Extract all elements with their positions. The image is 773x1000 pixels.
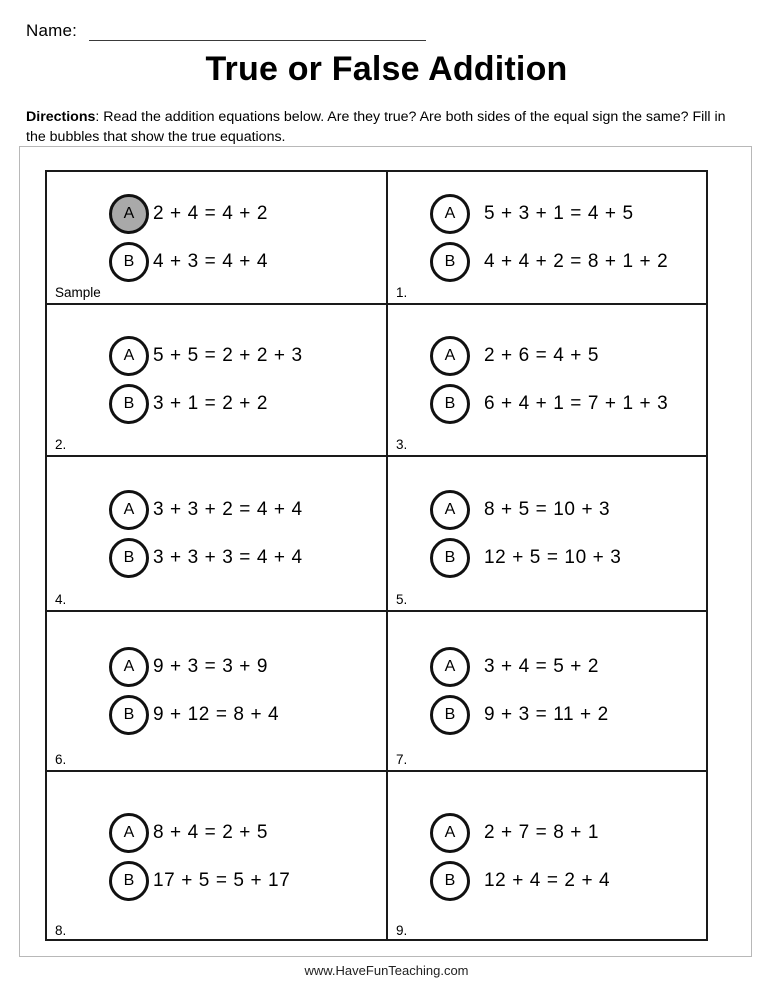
problem-number: 4. [55,591,67,607]
bubble-a[interactable]: A [109,647,149,687]
option-row-a[interactable] [430,813,706,853]
directions-body: : Read the addition equations below. Are they true? Are both sides of the equal sign the same? Fill in the bubbles that show the true equations. [26,109,726,145]
problem-number: 1. [396,284,408,300]
footer-url: www.HaveFunTeaching.com [304,963,469,978]
bubble-b[interactable]: B [430,695,470,735]
equation-b: 4 + 3 = 4 + 4 [153,250,269,272]
option-row-b[interactable] [430,538,706,578]
bubble-a[interactable]: A [109,490,149,530]
equation-b: 9 + 3 = 11 + 2 [484,704,609,725]
bubble-b[interactable]: B [109,695,149,735]
name-field-row [26,22,426,41]
option-row-a[interactable] [430,336,706,376]
equation-a: 2 + 6 = 4 + 5 [484,345,600,366]
bubble-b[interactable]: B [109,384,149,424]
equation-a: 3 + 3 + 2 = 4 + 4 [153,498,303,520]
bubble-b[interactable]: B [430,538,470,578]
problem-cell-5 [388,457,706,612]
problem-cell-1 [388,172,706,305]
name-input-line[interactable] [89,24,426,41]
bubble-a[interactable]: A [430,647,470,687]
option-row-b[interactable] [109,242,386,282]
problem-cell-sample [47,172,388,305]
option-row-b[interactable] [430,861,706,901]
option-row-a[interactable] [109,490,386,530]
problem-cell-6 [47,612,388,772]
problem-number: Sample [55,284,101,300]
option-row-b[interactable] [109,861,386,901]
equation-a: 9 + 3 = 3 + 9 [153,656,269,677]
equation-a: 2 + 4 = 4 + 2 [153,202,269,224]
option-row-b[interactable] [430,384,706,424]
option-row-a[interactable] [109,336,386,376]
problem-cell-3 [388,305,706,457]
page-title: True or False Addition [205,50,568,88]
bubble-a[interactable]: A [109,194,149,234]
problem-number: 5. [396,591,408,607]
bubble-b[interactable]: B [430,861,470,901]
bubble-a[interactable]: A [430,813,470,853]
option-row-b[interactable] [430,242,706,282]
equation-b: 9 + 12 = 8 + 4 [153,704,280,725]
option-row-b[interactable] [109,695,386,735]
problem-cell-2 [47,305,388,457]
bubble-a[interactable]: A [430,490,470,530]
bubble-b[interactable]: B [430,384,470,424]
equation-a: 3 + 4 = 5 + 2 [484,656,600,677]
option-row-a[interactable] [430,647,706,687]
problem-cell-7 [388,612,706,772]
bubble-a[interactable]: A [109,336,149,376]
equation-b: 12 + 5 = 10 + 3 [484,546,622,568]
problem-number: 7. [396,751,408,767]
name-label: Name: [26,21,78,40]
option-row-a[interactable] [430,194,706,234]
option-row-a[interactable] [109,813,386,853]
problem-number: 6. [55,751,67,767]
bubble-b[interactable]: B [109,242,149,282]
problem-cell-4 [47,457,388,612]
option-row-a[interactable] [109,194,386,234]
bubble-a[interactable]: A [109,813,149,853]
problem-number: 9. [396,922,408,938]
equation-a: 5 + 5 = 2 + 2 + 3 [153,345,303,366]
option-row-a[interactable] [109,647,386,687]
bubble-b[interactable]: B [109,861,149,901]
bubble-a[interactable]: A [430,336,470,376]
equation-a: 5 + 3 + 1 = 4 + 5 [484,202,634,224]
problem-cell-9 [388,772,706,941]
bubble-a[interactable]: A [430,194,470,234]
equation-b: 3 + 1 = 2 + 2 [153,393,269,414]
bubble-b[interactable]: B [430,242,470,282]
problem-number: 2. [55,436,67,452]
bubble-b[interactable]: B [109,538,149,578]
option-row-a[interactable] [430,490,706,530]
equation-b: 4 + 4 + 2 = 8 + 1 + 2 [484,250,669,272]
equation-a: 8 + 5 = 10 + 3 [484,498,611,520]
equation-b: 3 + 3 + 3 = 4 + 4 [153,546,303,568]
option-row-b[interactable] [430,695,706,735]
equation-b: 6 + 4 + 1 = 7 + 1 + 3 [484,393,669,414]
problem-grid [45,170,708,941]
equation-b: 17 + 5 = 5 + 17 [153,869,291,891]
equation-a: 8 + 4 = 2 + 5 [153,821,269,843]
problem-cell-8 [47,772,388,941]
problem-number: 3. [396,436,408,452]
option-row-b[interactable] [109,384,386,424]
problem-number: 8. [55,922,67,938]
option-row-b[interactable] [109,538,386,578]
equation-a: 2 + 7 = 8 + 1 [484,821,600,843]
directions-label: Directions [26,109,96,125]
directions-text [26,108,748,147]
equation-b: 12 + 4 = 2 + 4 [484,869,611,891]
